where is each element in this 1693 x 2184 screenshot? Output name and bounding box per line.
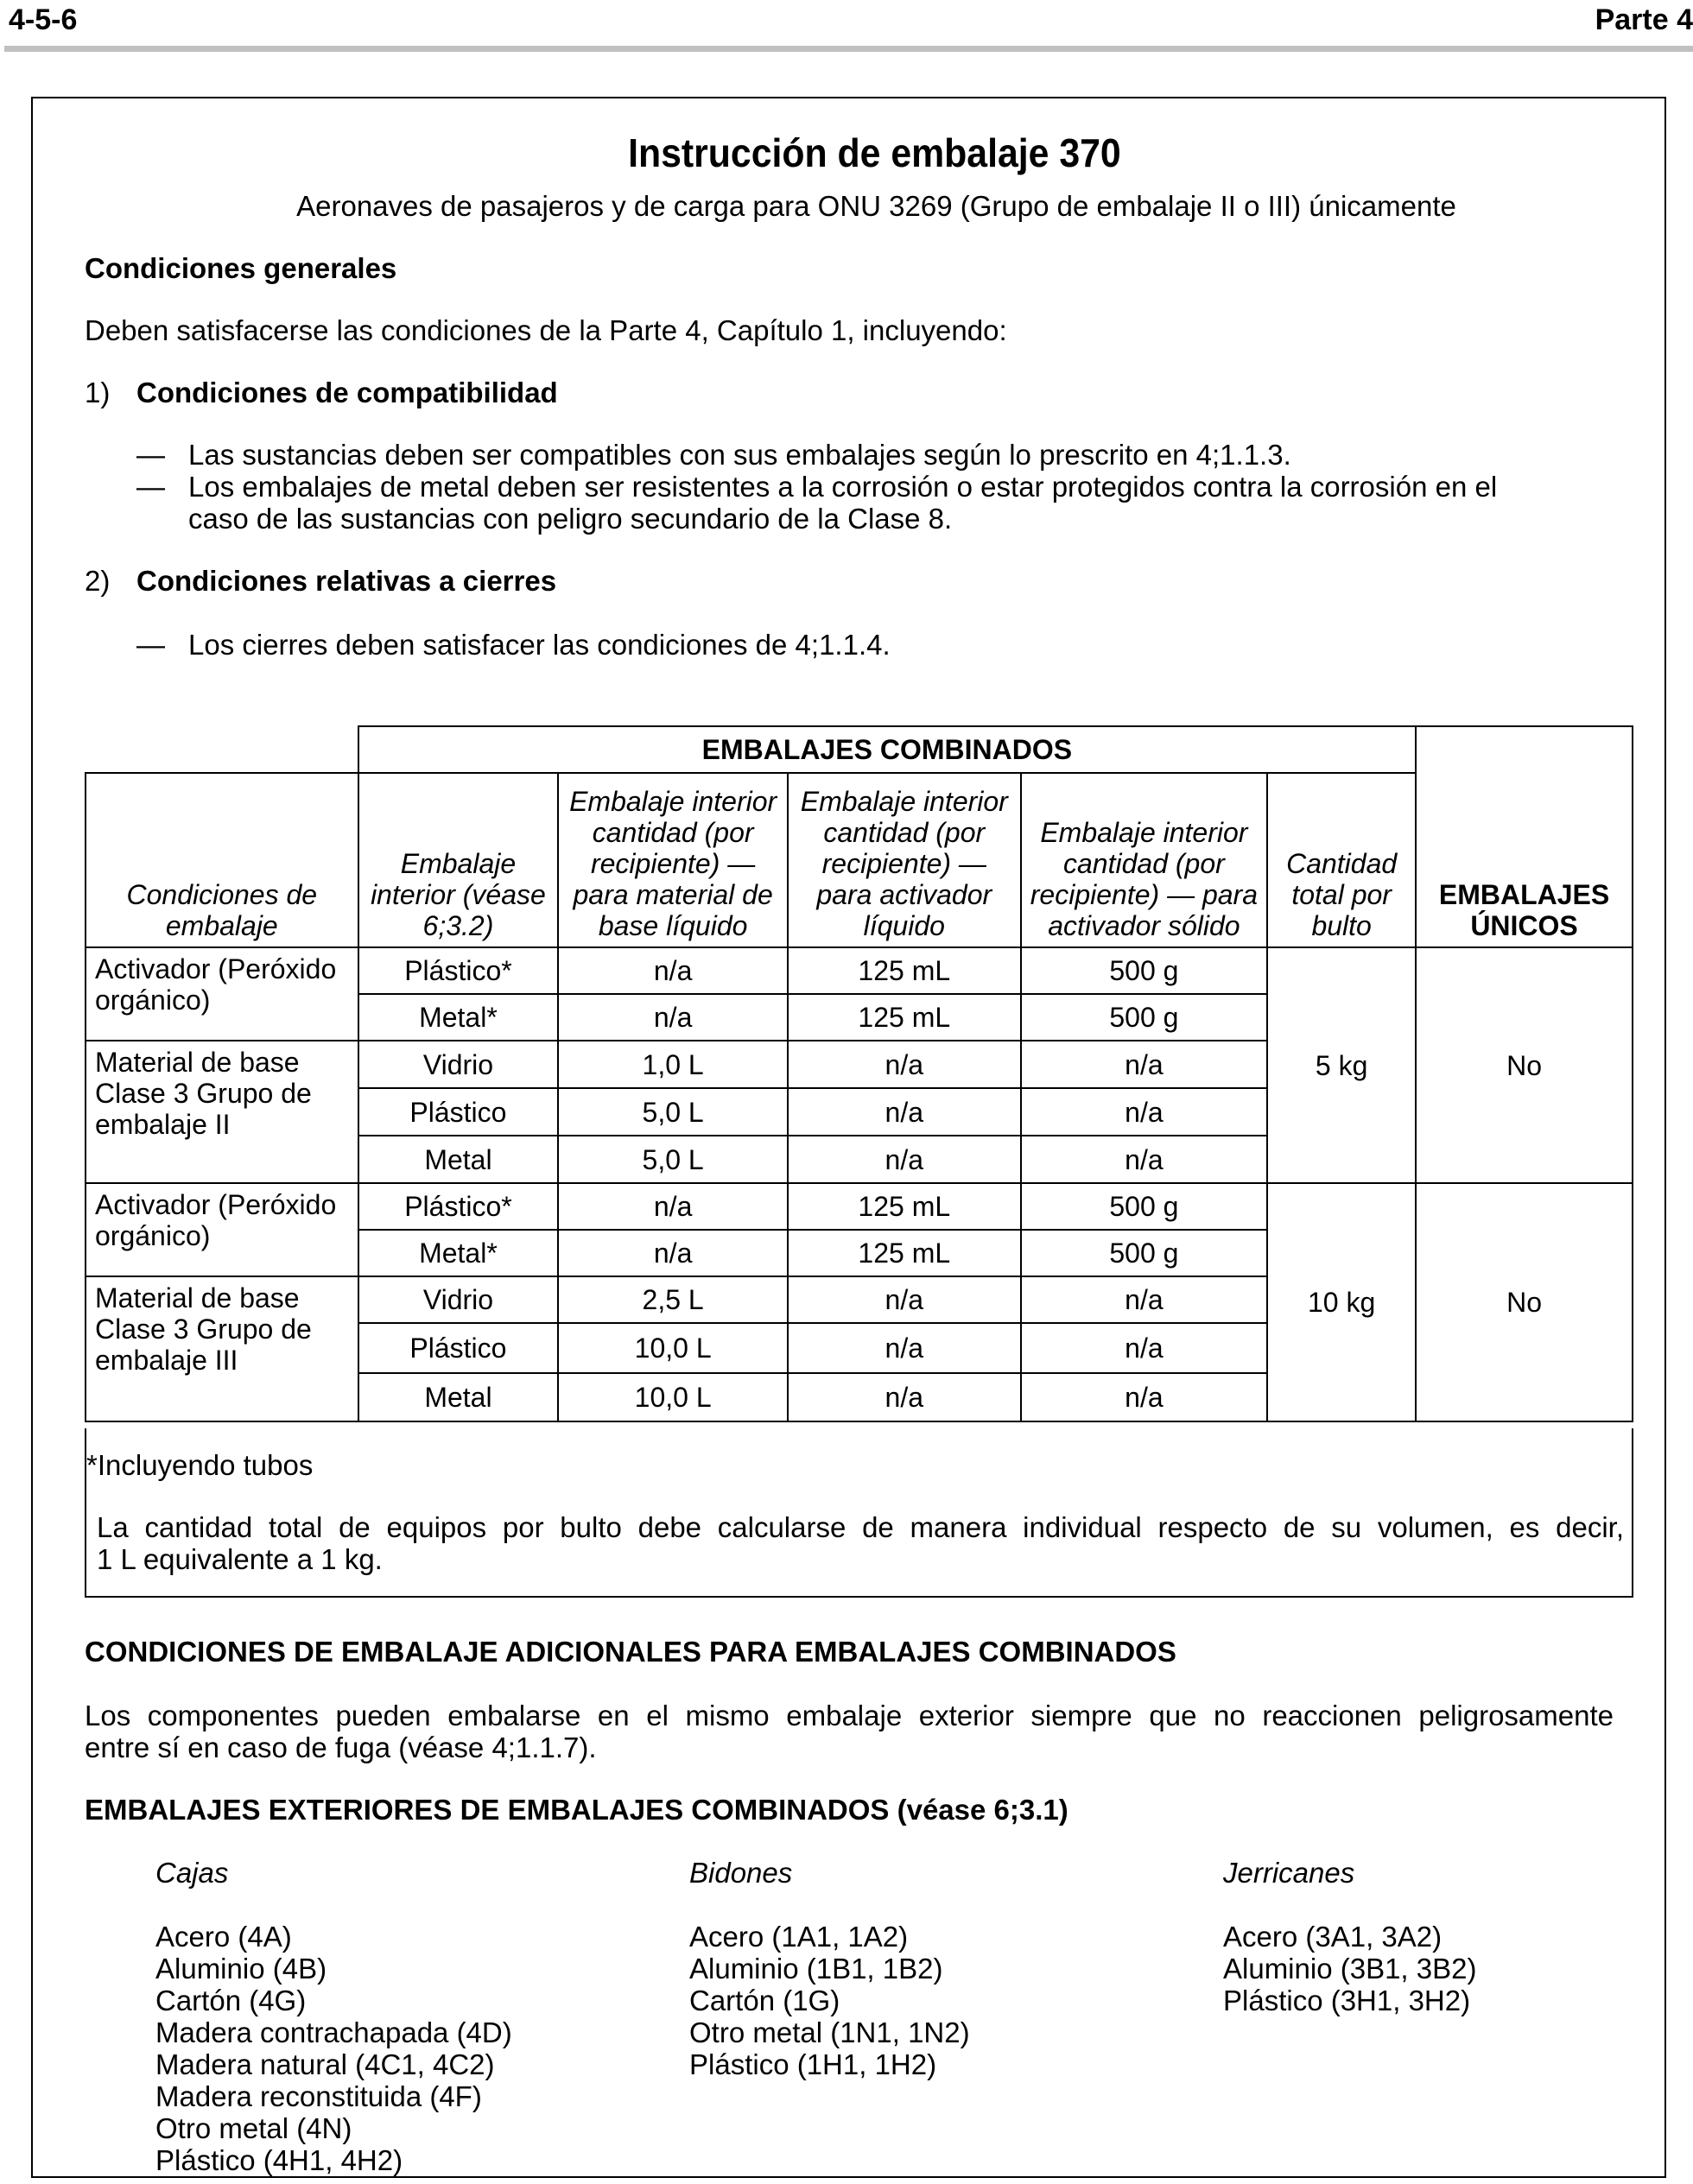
header-inner-packaging: Embalaje interior (véase 6;3.2) — [358, 773, 559, 947]
cell-act-solid: n/a — [1021, 1041, 1268, 1088]
section-1-title: Condiciones de compatibilidad — [136, 377, 558, 408]
cell-base: 10,0 L — [558, 1373, 788, 1421]
cell-base: n/a — [558, 1183, 788, 1230]
condition-label: Activador (Peróxido orgánico) — [86, 1183, 358, 1276]
total-quantity: 5 kg — [1267, 947, 1416, 1183]
section-1-number: 1) — [85, 377, 111, 408]
single-packaging-value: No — [1416, 947, 1633, 1183]
header-activator-solid: Embalaje interior cantidad (por recipiente) — para activador sólido — [1021, 773, 1268, 947]
cell-act-liquid: n/a — [788, 1373, 1021, 1421]
header-rule — [4, 46, 1693, 52]
list-item: Plástico (3H1, 3H2) — [1223, 1985, 1471, 2016]
cell-act-liquid: n/a — [788, 1088, 1021, 1136]
section-1-bullet-2: — Los embalajes de metal deben ser resistentes a la corrosión o estar protegidos contra la corrosión en el — [136, 471, 1498, 503]
part-label: Parte 4 — [1595, 3, 1693, 36]
list-item: Aluminio (3B1, 3B2) — [1223, 1953, 1477, 1985]
list-item: Aluminio (4B) — [155, 1953, 327, 1985]
additional-conditions-line-1: Los componentes pueden embalarse en el mismo embalaje exterior siempre que no reaccionen peligrosamente — [85, 1700, 1614, 1731]
list-item: Plástico (1H1, 1H2) — [689, 2048, 937, 2080]
column-title: Jerricanes — [1223, 1857, 1355, 1889]
packing-table — [85, 725, 1633, 1422]
quantity-note-line-2: 1 L equivalente a 1 kg. — [97, 1543, 383, 1575]
general-heading: Condiciones generales — [85, 252, 397, 284]
cell-act-solid: 500 g — [1021, 1183, 1268, 1230]
outer-column-drums — [689, 1857, 970, 2080]
section-1-bullet-1: — Las sustancias deben ser compatibles con sus embalajes según lo prescrito en 4;1.1.3. — [136, 439, 1291, 471]
instruction-subtitle: Aeronaves de pasajeros y de carga para ONU 3269 (Grupo de embalaje II o III) únicamente — [296, 190, 1456, 222]
additional-conditions-heading: CONDICIONES DE EMBALAJE ADICIONALES PARA EMBALAJES COMBINADOS — [85, 1636, 1176, 1668]
cell-inner: Plástico* — [358, 1183, 559, 1230]
quantity-note-line-1: La cantidad total de equipos por bulto debe calcularse de manera individual respecto de su volumen, es decir, — [97, 1511, 1624, 1543]
table-row — [86, 947, 1633, 994]
cell-inner: Plástico — [358, 1323, 559, 1373]
header-packing-conditions: Condiciones de embalaje — [86, 773, 358, 947]
condition-label: Material de base Clase 3 Grupo de embalaje III — [86, 1276, 358, 1421]
page-number: 4-5-6 — [9, 3, 78, 36]
cell-act-solid: 500 g — [1021, 947, 1268, 994]
cell-base: n/a — [558, 1230, 788, 1276]
list-item: Otro metal (4N) — [155, 2112, 352, 2144]
cell-act-liquid: n/a — [788, 1323, 1021, 1373]
cell-base: 5,0 L — [558, 1088, 788, 1136]
header-total-per-package: Cantidad total por bulto — [1267, 773, 1416, 947]
cell-act-solid: n/a — [1021, 1136, 1268, 1183]
cell-act-liquid: n/a — [788, 1276, 1021, 1323]
table-notes — [85, 1428, 1633, 1598]
list-item: Acero (4A) — [155, 1921, 292, 1953]
cell-act-liquid: 125 mL — [788, 1230, 1021, 1276]
additional-conditions-line-2: entre sí en caso de fuga (véase 4;1.1.7). — [85, 1731, 597, 1763]
list-item: Madera reconstituida (4F) — [155, 2080, 482, 2112]
instruction-frame — [31, 97, 1666, 2178]
outer-packagings-heading: EMBALAJES EXTERIORES DE EMBALAJES COMBINADOS (véase 6;3.1) — [85, 1794, 1068, 1826]
single-packaging-value: No — [1416, 1183, 1633, 1421]
cell-base: n/a — [558, 947, 788, 994]
cell-base: 2,5 L — [558, 1276, 788, 1323]
list-item: Aluminio (1B1, 1B2) — [689, 1953, 943, 1985]
instruction-title: Instrucción de embalaje 370 — [628, 130, 1121, 175]
cell-inner: Metal — [358, 1136, 559, 1183]
page-header — [0, 0, 1693, 52]
list-item: Plástico (4H1, 4H2) — [155, 2144, 403, 2176]
cell-base: n/a — [558, 994, 788, 1041]
cell-act-solid: n/a — [1021, 1323, 1268, 1373]
cell-act-solid: 500 g — [1021, 1230, 1268, 1276]
column-title: Bidones — [689, 1857, 793, 1889]
outer-column-boxes — [155, 1857, 512, 2176]
section-2-bullet-1: — Los cierres deben satisfacer las condiciones de 4;1.1.4. — [136, 629, 891, 661]
section-2-title: Condiciones relativas a cierres — [136, 565, 557, 597]
cell-act-liquid: 125 mL — [788, 994, 1021, 1041]
header-activator-liquid: Embalaje interior cantidad (por recipiente) — para activador líquido — [788, 773, 1021, 947]
header-base-liquid: Embalaje interior cantidad (por recipiente) — para material de base líquido — [558, 773, 788, 947]
cell-act-liquid: n/a — [788, 1041, 1021, 1088]
cell-act-liquid: n/a — [788, 1136, 1021, 1183]
cell-act-solid: 500 g — [1021, 994, 1268, 1041]
cell-act-solid: n/a — [1021, 1373, 1268, 1421]
cell-act-solid: n/a — [1021, 1088, 1268, 1136]
cell-inner: Vidrio — [358, 1041, 559, 1088]
list-item: Cartón (1G) — [689, 1985, 840, 2016]
list-item: Acero (1A1, 1A2) — [689, 1921, 909, 1953]
cell-inner: Metal* — [358, 994, 559, 1041]
cell-inner: Metal* — [358, 1230, 559, 1276]
single-packagings-header: EMBALAJES ÚNICOS — [1416, 726, 1633, 947]
footnote: *Incluyendo tubos — [86, 1449, 314, 1481]
cell-inner: Plástico — [358, 1088, 559, 1136]
section-2-number: 2) — [85, 565, 111, 597]
section-1-bullet-2-cont: caso de las sustancias con peligro secundario de la Clase 8. — [188, 503, 953, 535]
list-item: Acero (3A1, 3A2) — [1223, 1921, 1443, 1953]
cell-base: 5,0 L — [558, 1136, 788, 1183]
cell-act-solid: n/a — [1021, 1276, 1268, 1323]
column-title: Cajas — [155, 1857, 229, 1889]
list-item: Madera natural (4C1, 4C2) — [155, 2048, 495, 2080]
cell-base: 1,0 L — [558, 1041, 788, 1088]
condition-label: Material de base Clase 3 Grupo de embalaje II — [86, 1041, 358, 1183]
cell-inner: Vidrio — [358, 1276, 559, 1323]
cell-act-liquid: 125 mL — [788, 1183, 1021, 1230]
cell-act-liquid: 125 mL — [788, 947, 1021, 994]
total-quantity: 10 kg — [1267, 1183, 1416, 1421]
general-intro: Deben satisfacerse las condiciones de la Parte 4, Capítulo 1, incluyendo: — [85, 314, 1007, 346]
combined-packagings-header: EMBALAJES COMBINADOS — [358, 726, 1417, 773]
outer-column-jerricans — [1223, 1857, 1476, 2016]
list-item: Cartón (4G) — [155, 1985, 307, 2016]
cell-inner: Metal — [358, 1373, 559, 1421]
cell-base: 10,0 L — [558, 1323, 788, 1373]
cell-inner: Plástico* — [358, 947, 559, 994]
list-item: Madera contrachapada (4D) — [155, 2016, 512, 2048]
table-row — [86, 1183, 1633, 1230]
condition-label: Activador (Peróxido orgánico) — [86, 947, 358, 1041]
list-item: Otro metal (1N1, 1N2) — [689, 2016, 970, 2048]
